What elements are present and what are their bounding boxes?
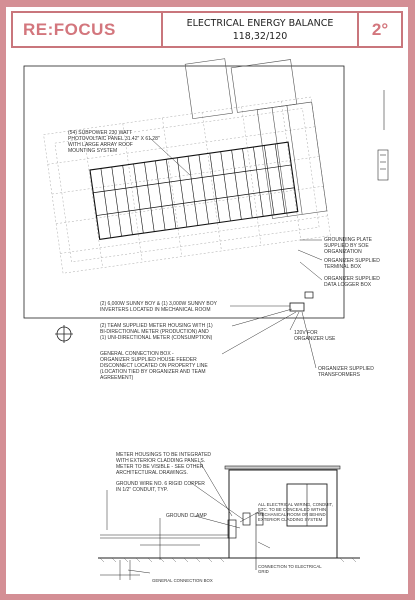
note-meter-housing-2: WITH EXTERIOR CLADDING PANELS. [116, 458, 206, 464]
site-plan [37, 48, 331, 274]
note-pv-1: (54) SUBPOWER 230 WATT [68, 130, 133, 136]
note-pv-2: PHOTOVOLTAIC PANEL 31.42" X 61.28" [68, 136, 160, 142]
note-wiring-4: EXTERIOR CLADDING SYSTEM [258, 517, 323, 522]
note-connection-2: ORGANIZER SUPPLIED HOUSE FEEDER [100, 357, 197, 363]
note-ground-wire-1: GROUND WIRE NO. 6 RIGID COPPER [116, 481, 205, 487]
note-meters-3: (1) UNI-DIRECTIONAL METER (CONSUMPTION) [100, 335, 213, 341]
note-terminal-2: TERMINAL BOX [324, 264, 362, 270]
side-detail [378, 90, 388, 180]
note-inverters-2: INVERTERS LOCATED IN MECHANICAL ROOM [100, 307, 211, 313]
note-meter-housing-3: METER TO BE VISIBLE - SEE OTHER [116, 464, 204, 470]
note-ground-wire-2: IN 1/2" CONDUIT, TYP. [116, 487, 168, 493]
note-inverters-1: (2) 6,000W SUNNY BOY & (1) 3,000W SUNNY BOY [100, 301, 217, 307]
note-grid-2: GRID [258, 569, 269, 574]
note-meter-housing-4: ARCHITECTURAL DRAWINGS. [116, 470, 188, 476]
ground-hatch [100, 558, 356, 562]
terminal-box [305, 292, 313, 298]
note-pv-3: WITH LARGE ARRAY ROOF [68, 142, 133, 148]
note-connection-5: AGREEMENT) [100, 375, 134, 381]
note-terminal-1: ORGANIZER SUPPLIED [324, 258, 380, 264]
note-wiring-3: MECHANICAL ROOM OR BEHIND [258, 512, 326, 517]
north-arrow-icon [55, 325, 73, 343]
note-grounding-3: ORGANIZATION [324, 249, 362, 255]
plan-frame [24, 66, 344, 318]
note-wiring-2: ETC. TO BE CONCEALED WITHIN [258, 507, 327, 512]
note-pv-4: MOUNTING SYSTEM [68, 148, 118, 154]
note-transformers-2: TRANSFORMERS [318, 372, 360, 378]
note-grounding-1: GROUNDING PLATE [324, 237, 372, 243]
note-meter-housing-1: METER HOUSINGS TO BE INTEGRATED [116, 452, 212, 458]
note-outlet-2: ORGANIZER USE [294, 336, 336, 342]
note-transformers-1: ORGANIZER SUPPLIED [318, 366, 374, 372]
note-outlet-1: 120V FOR [294, 330, 318, 336]
note-ground-clamp: GROUND CLAMP [166, 513, 207, 519]
note-meters-2: BI-DIRECTIONAL METER (PRODUCTION) AND [100, 329, 209, 335]
note-connection-3: DISCONNECT LOCATED ON PROPERTY LINE [100, 363, 208, 369]
page-title: ELECTRICAL ENERGY BALANCE [186, 17, 334, 29]
logo: RE:FOCUS [13, 13, 163, 46]
pv-array [90, 142, 298, 239]
meter-box [290, 303, 304, 311]
note-meters-1: (2) TEAM SUPPLIED METER HOUSING WITH (1) [100, 323, 213, 329]
note-wiring-1: ALL ELECTRICAL WIRING, CONDUIT, [258, 502, 333, 507]
note-logger-1: ORGANIZER SUPPLIED [324, 276, 380, 282]
note-connection-4: (LOCATION TIED BY ORGANIZER AND TEAM [100, 369, 206, 375]
note-grounding-2: SUPPLIED BY SOE [324, 243, 369, 249]
note-connection-1: GENERAL CONNECTION BOX - [100, 351, 174, 357]
page-number: 2° [371, 19, 389, 39]
note-general-box: GENERAL CONNECTION BOX [152, 578, 213, 583]
note-logger-2: DATA LOGGER BOX [324, 282, 372, 288]
note-grid-1: CONNECTION TO ELECTRICAL [258, 564, 322, 569]
page-subtitle: 118,32/120 [232, 30, 288, 42]
